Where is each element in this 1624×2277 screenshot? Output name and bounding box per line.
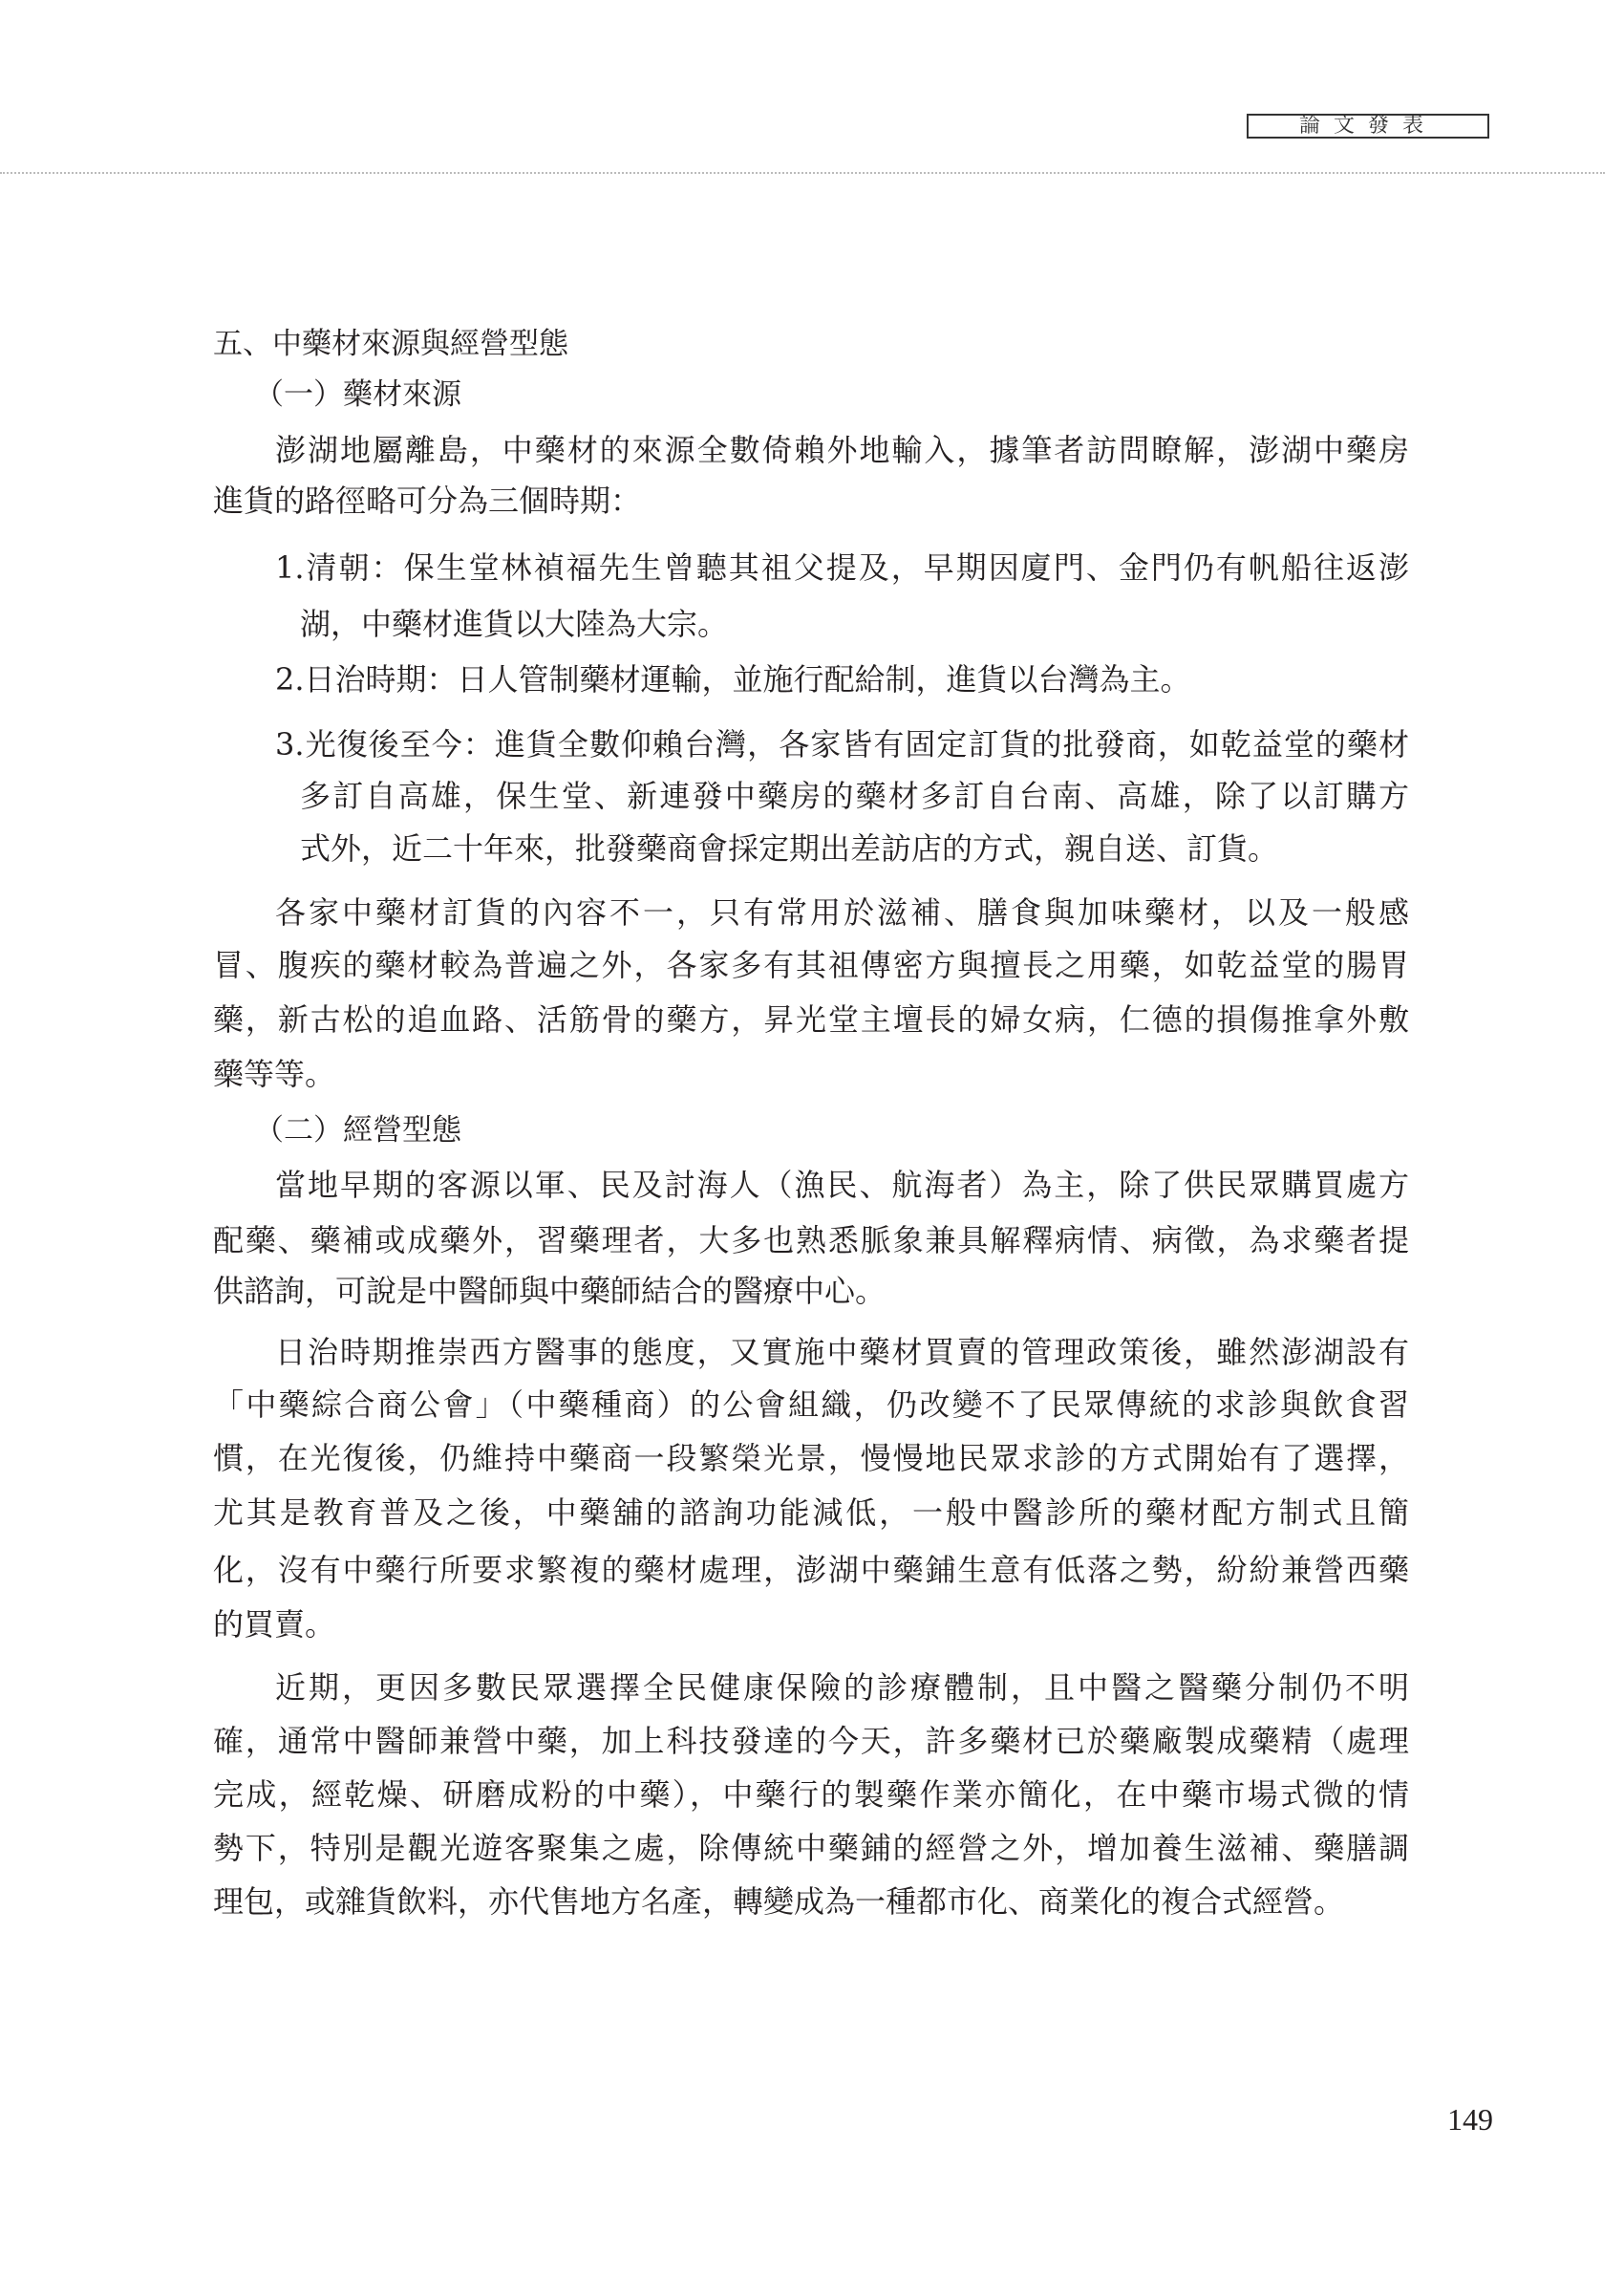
paragraph-line: 藥等等。 xyxy=(213,1056,336,1092)
paragraph-line: 當地早期的客源以軍、民及討海人（漁民、航海者）為主，除了供民眾購買處方 xyxy=(275,1167,1409,1203)
list-item-line: 湖，中藥材進貨以大陸為大宗。 xyxy=(300,606,729,642)
paragraph-line: 藥，新古松的追血路、活筋骨的藥方，昇光堂主壇長的婦女病，仁德的損傷推拿外敷 xyxy=(213,1001,1409,1038)
paragraph-line: 「中藥綜合商公會」（中藥種商）的公會組織，仍改變不了民眾傳統的求診與飲食習 xyxy=(213,1386,1409,1423)
paragraph-line: 近期，更因多數民眾選擇全民健康保險的診療體制，且中醫之醫藥分制仍不明 xyxy=(275,1669,1409,1706)
paragraph-line: 日治時期推崇西方醫事的態度，又實施中藥材買賣的管理政策後，雖然澎湖設有 xyxy=(275,1334,1409,1370)
paragraph-line: 勢下，特別是觀光遊客聚集之處，除傳統中藥鋪的經營之外，增加養生滋補、藥膳調 xyxy=(213,1830,1409,1866)
paragraph-line: 進貨的路徑略可分為三個時期： xyxy=(213,483,642,519)
paragraph-line: 配藥、藥補或成藥外，習藥理者，大多也熟悉脈象兼具解釋病情、病徵，為求藥者提 xyxy=(213,1222,1409,1258)
list-item-line: 3.光復後至今：進貨全數仰賴台灣，各家皆有固定訂貨的批發商，如乾益堂的藥材 xyxy=(275,726,1409,763)
section-label: 論文發表 xyxy=(1298,114,1437,138)
paragraph-line: 供諮詢，可說是中醫師與中藥師結合的醫療中心。 xyxy=(213,1273,887,1309)
paragraph-line: 尤其是教育普及之後，中藥舖的諮詢功能減低，一般中醫診所的藥材配方制式且簡 xyxy=(213,1494,1409,1531)
subheading-sources: （一）藥材來源 xyxy=(254,377,461,412)
list-item-line: 多訂自高雄，保生堂、新連發中藥房的藥材多訂自台南、高雄，除了以訂購方 xyxy=(300,778,1409,814)
section-heading: 五、中藥材來源與經營型態 xyxy=(213,327,568,361)
section-label-box xyxy=(1247,114,1489,139)
paragraph-line: 慣，在光復後，仍維持中藥商一段繁榮光景，慢慢地民眾求診的方式開始有了選擇， xyxy=(213,1440,1409,1476)
subheading-operations: （二）經營型態 xyxy=(254,1113,461,1148)
header-divider xyxy=(0,172,1605,174)
list-item-line: 1.清朝：保生堂林禎福先生曾聽其祖父提及，早期因廈門、金門仍有帆船往返澎 xyxy=(275,549,1409,586)
paragraph-line: 冒、腹疾的藥材較為普遍之外，各家多有其祖傳密方與擅長之用藥，如乾益堂的腸胃 xyxy=(213,947,1409,983)
list-item-line: 式外，近二十年來，批發藥商會採定期出差訪店的方式，親自送、訂貨。 xyxy=(300,830,1279,867)
paragraph-line: 確，通常中醫師兼營中藥，加上科技發達的今天，許多藥材已於藥廠製成藥精（處理 xyxy=(213,1723,1409,1759)
page-number: 149 xyxy=(1447,2102,1493,2137)
paragraph-line: 完成，經乾燥、研磨成粉的中藥），中藥行的製藥作業亦簡化，在中藥市場式微的情 xyxy=(213,1776,1409,1813)
paragraph-line: 的買賣。 xyxy=(213,1606,336,1643)
paragraph-line: 理包，或雜貨飲料，亦代售地方名產，轉變成為一種都市化、商業化的複合式經營。 xyxy=(213,1883,1345,1920)
paragraph-line: 澎湖地屬離島，中藥材的來源全數倚賴外地輸入，據筆者訪問瞭解，澎湖中藥房 xyxy=(275,432,1409,468)
paragraph-line: 化，沒有中藥行所要求繁複的藥材處理，澎湖中藥鋪生意有低落之勢，紛紛兼營西藥 xyxy=(213,1552,1409,1588)
list-item-line: 2.日治時期：日人管制藥材運輸，並施行配給制，進貨以台灣為主。 xyxy=(275,661,1191,698)
paragraph-line: 各家中藥材訂貨的內容不一，只有常用於滋補、膳食與加味藥材，以及一般感 xyxy=(275,894,1409,931)
